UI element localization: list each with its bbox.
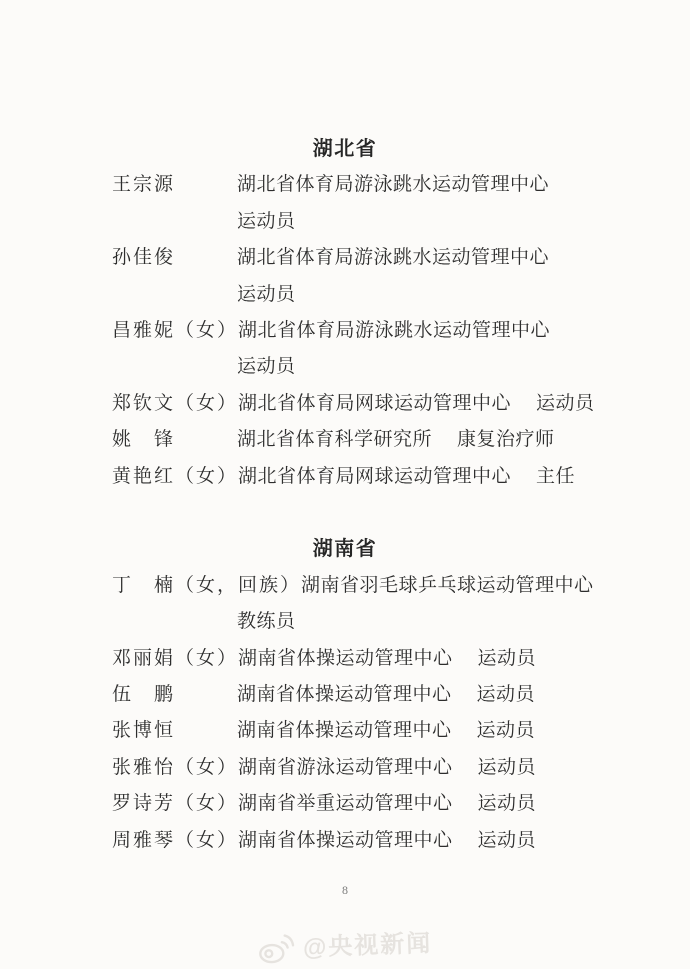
entry-organization: 湖北省体育局游泳跳水运动管理中心 bbox=[238, 320, 551, 342]
province-section-1 bbox=[0, 531, 690, 859]
entry-organization: 湖南省举重运动管理中心 bbox=[238, 793, 453, 815]
entry-organization: 湖南省体操运动管理中心 bbox=[238, 647, 453, 669]
province-title: 湖南省 bbox=[312, 538, 378, 561]
entry-name: 张博恒 bbox=[112, 720, 176, 742]
province-title: 湖北省 bbox=[312, 138, 378, 160]
entry-role: 康复治疗师 bbox=[457, 429, 555, 451]
entry-main-line bbox=[0, 313, 690, 349]
watermark bbox=[0, 913, 690, 969]
personnel-entry bbox=[0, 167, 690, 240]
personnel-entry bbox=[0, 386, 690, 422]
entry-role: 运动员 bbox=[477, 647, 537, 669]
entry-role: 运动员 bbox=[237, 356, 296, 378]
entry-role: 运动员 bbox=[536, 392, 595, 414]
entry-main-line bbox=[0, 422, 690, 458]
personnel-entry bbox=[0, 422, 690, 458]
entry-organization: 湖北省体育局游泳跳水运动管理中心 bbox=[237, 247, 550, 269]
entry-title-line bbox=[0, 604, 690, 640]
entry-organization: 湖南省体操运动管理中心 bbox=[237, 720, 452, 742]
entry-role: 运动员 bbox=[476, 684, 536, 706]
entry-name: 昌雅妮（女） bbox=[112, 320, 239, 342]
entry-title-line bbox=[0, 349, 690, 385]
personnel-entry bbox=[0, 786, 690, 822]
entry-name: 郑钦文（女） bbox=[112, 392, 239, 414]
entry-role: 运动员 bbox=[237, 283, 296, 305]
entry-role: 教练员 bbox=[237, 611, 296, 633]
entry-name: 王宗源 bbox=[112, 174, 176, 196]
entry-name: 黄艳红（女） bbox=[112, 465, 239, 487]
entry-main-line bbox=[0, 240, 690, 276]
province-section-0 bbox=[0, 131, 690, 495]
entry-main-line bbox=[0, 641, 690, 677]
entry-title-line bbox=[0, 277, 690, 313]
personnel-entry bbox=[0, 677, 690, 713]
entry-role: 运动员 bbox=[477, 756, 537, 778]
entry-main-line bbox=[0, 167, 690, 203]
entry-organization: 湖北省体育科学研究所 bbox=[237, 429, 433, 451]
entry-organization: 湖南省游泳运动管理中心 bbox=[238, 756, 453, 778]
personnel-entry bbox=[0, 459, 690, 495]
entry-title-line bbox=[0, 204, 690, 240]
entry-organization: 湖南省体操运动管理中心 bbox=[237, 684, 452, 706]
entry-organization: 湖北省体育局网球运动管理中心 bbox=[238, 465, 512, 487]
entry-main-line bbox=[0, 823, 690, 859]
entry-name: 伍 鹏 bbox=[112, 684, 176, 706]
entry-role: 运动员 bbox=[477, 793, 537, 815]
entry-main-line bbox=[0, 786, 690, 822]
entry-name: 邓丽娟（女） bbox=[112, 647, 239, 669]
personnel-entry bbox=[0, 568, 690, 641]
entry-name: 孙佳俊 bbox=[112, 247, 176, 269]
personnel-entry bbox=[0, 823, 690, 859]
personnel-entry bbox=[0, 713, 690, 749]
entry-main-line bbox=[0, 677, 690, 713]
entry-main-line bbox=[0, 386, 690, 422]
weibo-icon bbox=[257, 931, 296, 965]
entry-role: 运动员 bbox=[237, 210, 296, 232]
entry-name: 周雅琴（女） bbox=[112, 829, 239, 851]
entry-main-line bbox=[0, 459, 690, 495]
entry-name: 姚 锋 bbox=[112, 429, 176, 451]
entry-role: 运动员 bbox=[476, 720, 536, 742]
watermark-handle: @央视新闻 bbox=[302, 929, 433, 962]
entry-name: 张雅怡（女） bbox=[112, 756, 239, 778]
entry-organization: 湖南省体操运动管理中心 bbox=[238, 829, 453, 851]
entry-main-line bbox=[0, 713, 690, 749]
personnel-entry bbox=[0, 240, 690, 313]
entry-organization: 湖南省羽毛球乒乓球运动管理中心 bbox=[301, 574, 594, 596]
page-number: 8 bbox=[342, 883, 348, 897]
entry-name: 丁 楠（女，回族） bbox=[112, 574, 302, 596]
entry-main-line bbox=[0, 750, 690, 786]
personnel-entry bbox=[0, 313, 690, 386]
entry-role: 运动员 bbox=[477, 829, 537, 851]
personnel-entry bbox=[0, 750, 690, 786]
entry-name: 罗诗芳（女） bbox=[112, 793, 239, 815]
personnel-entry bbox=[0, 641, 690, 677]
entry-organization: 湖北省体育局游泳跳水运动管理中心 bbox=[237, 174, 550, 196]
entry-role: 主任 bbox=[536, 465, 576, 487]
entry-main-line bbox=[0, 568, 690, 604]
entry-organization: 湖北省体育局网球运动管理中心 bbox=[238, 392, 512, 414]
